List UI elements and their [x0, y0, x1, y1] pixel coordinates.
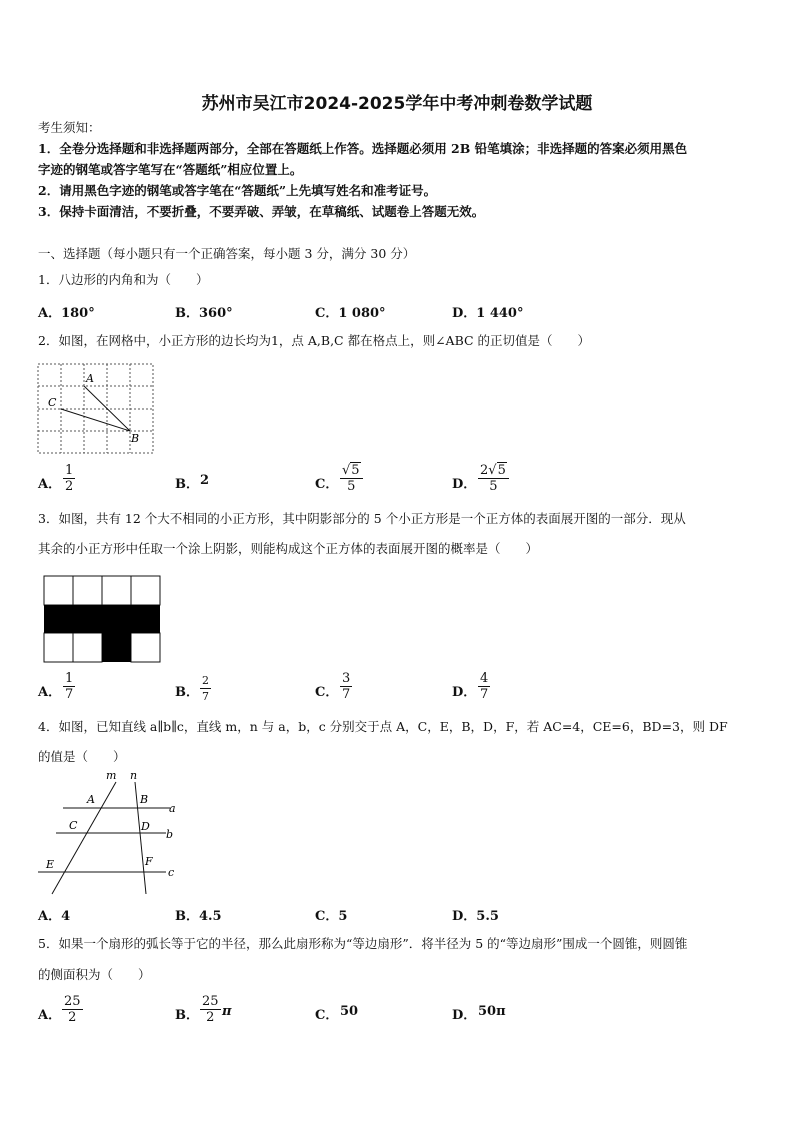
- q3-square: [44, 633, 73, 662]
- label-B: B: [140, 793, 149, 806]
- q5-a-numerator: 25: [64, 994, 81, 1009]
- q2-option-d-letter[interactable]: D．: [452, 477, 477, 492]
- q3-option-d-letter[interactable]: D．: [452, 685, 477, 700]
- q3-squares-figure: [43, 575, 161, 663]
- label-b: b: [166, 828, 174, 841]
- q1-option-a[interactable]: A．180°: [38, 306, 95, 321]
- label-c: c: [168, 866, 175, 879]
- q5-b-denominator: 2: [206, 1010, 215, 1025]
- q3-square: [131, 633, 160, 662]
- q5-option-c-letter[interactable]: C．: [315, 1008, 339, 1023]
- question-4-stem-line-1: 4．如图，已知直线 a∥b∥c，直线 m，n 与 a，b，c 分别交于点 A，C，E，B，D，F，若 AC=4，CE=6，BD=3，则 DF: [38, 719, 728, 734]
- label-D: D: [141, 820, 150, 833]
- q5-option-a-letter[interactable]: A．: [38, 1008, 62, 1023]
- q2-option-b-letter[interactable]: B．: [175, 477, 199, 492]
- q4-option-a[interactable]: A．4: [38, 909, 71, 924]
- q5-option-d-value[interactable]: 50π: [478, 1004, 506, 1019]
- q3-c-denominator: 7: [342, 687, 351, 702]
- q3-c-numerator: 3: [342, 671, 351, 686]
- q2-label-c: C: [48, 396, 57, 409]
- q2-option-d-fraction[interactable]: [478, 463, 509, 494]
- notice-line-1: 1．全卷分选择题和非选择题两部分，全部在答题纸上作答。选择题必须用 2B 铅笔填涂；非选择题的答案必须用黑色: [38, 141, 688, 156]
- q1-option-d[interactable]: D．1 440°: [452, 306, 524, 321]
- notice-line-4: 3．保持卡面清洁，不要折叠，不要弄破、弄皱，在草稿纸、试题卷上答题无效。: [38, 204, 485, 219]
- line-m: [52, 782, 116, 894]
- q3-option-c-fraction[interactable]: [340, 671, 352, 702]
- label-A: A: [87, 793, 95, 806]
- q3-a-numerator: 1: [65, 671, 74, 686]
- q2-option-c-fraction[interactable]: [340, 463, 363, 494]
- question-1-stem: 1．八边形的内角和为（ ）: [38, 272, 209, 287]
- q3-b-numerator: 2: [202, 674, 209, 687]
- notice-line-2: 字迹的钢笔或答字笔写在“答题纸”相应位置上。: [38, 162, 303, 177]
- q3-d-denominator: 7: [480, 687, 489, 702]
- label-C: C: [69, 819, 78, 832]
- q2-option-c-letter[interactable]: C．: [315, 477, 339, 492]
- q3-option-b-letter[interactable]: B．: [175, 685, 199, 700]
- label-m: m: [106, 769, 117, 782]
- q2-a-denominator: 2: [65, 479, 74, 494]
- q2-a-numerator: 1: [65, 463, 74, 478]
- q5-a-denominator: 2: [68, 1010, 77, 1025]
- q5-option-b-letter[interactable]: B．: [175, 1008, 199, 1023]
- sqrt-sign: √5: [342, 463, 360, 478]
- q3-option-c-letter[interactable]: C．: [315, 685, 339, 700]
- question-4-stem-line-2: 的值是（ ）: [38, 749, 126, 764]
- q3-shaded-row: [44, 605, 160, 633]
- page-title: 苏州市吴江市2024-2025学年中考冲刺卷数学试题: [201, 94, 593, 114]
- q3-b-denominator: 7: [202, 690, 209, 703]
- q5-option-b-fraction[interactable]: [200, 994, 221, 1025]
- q2-label-a: A: [86, 372, 94, 385]
- q1-option-b[interactable]: B．360°: [175, 306, 233, 321]
- q2-d-numerator: 2√5: [480, 463, 506, 478]
- question-5-stem-line-1: 5．如果一个扇形的弧长等于它的半径，那么此扇形称为“等边扇形”．将半径为 5 的“等边扇形”围成一个圆锥，则圆锥: [38, 936, 688, 951]
- q3-square: [73, 576, 102, 605]
- label-a: a: [169, 802, 176, 815]
- label-n: n: [130, 769, 138, 782]
- label-E: E: [46, 858, 55, 871]
- q2-option-b-value[interactable]: 2: [200, 473, 210, 488]
- q2-option-a-fraction[interactable]: [63, 463, 75, 494]
- q3-option-d-fraction[interactable]: [478, 671, 490, 702]
- q4-parallel-lines-figure: [36, 768, 186, 898]
- q2-c-denominator: 5: [347, 479, 356, 494]
- q2-d-denominator: 5: [489, 479, 498, 494]
- q3-square: [44, 576, 73, 605]
- q2-grid-figure: [36, 362, 156, 456]
- q3-option-a-fraction[interactable]: [63, 671, 75, 702]
- notice-line-3: 2．请用黑色字迹的钢笔或答字笔在“答题纸”上先填写姓名和准考证号。: [38, 183, 437, 198]
- q4-option-d[interactable]: D．5.5: [452, 909, 499, 924]
- q3-square: [73, 633, 102, 662]
- q5-option-a-fraction[interactable]: [62, 994, 83, 1025]
- q3-square: [102, 576, 131, 605]
- q3-d-numerator: 4: [480, 671, 489, 686]
- label-F: F: [145, 855, 153, 868]
- q5-option-d-letter[interactable]: D．: [452, 1008, 477, 1023]
- q5-b-numerator: 25: [202, 994, 219, 1009]
- q4-option-c[interactable]: C．5: [315, 909, 348, 924]
- q5-option-b-pi: π: [222, 1004, 232, 1019]
- q2-option-a-letter[interactable]: A．: [38, 477, 62, 492]
- q4-option-b[interactable]: B．4.5: [175, 909, 222, 924]
- question-5-stem-line-2: 的侧面积为（ ）: [38, 967, 151, 982]
- section-heading: 一、选择题（每小题只有一个正确答案，每小题 3 分，满分 30 分）: [38, 246, 416, 261]
- sqrt-sign: √5: [488, 463, 506, 478]
- q3-square: [131, 576, 160, 605]
- question-2-stem: 2．如图，在网格中，小正方形的边长均为1，点 A,B,C 都在格点上，则∠ABC 的正切值是（ ）: [38, 333, 591, 348]
- q2-c-numerator: [340, 463, 363, 478]
- notice-heading: 考生须知：: [38, 120, 101, 135]
- q3-shaded-square: [102, 633, 131, 662]
- q2-label-b: B: [131, 432, 140, 445]
- q3-option-a-letter[interactable]: A．: [38, 685, 62, 700]
- q1-option-c[interactable]: C．1 080°: [315, 306, 386, 321]
- question-3-stem-line-1: 3．如图，共有 12 个大不相同的小正方形，其中阴影部分的 5 个小正方形是一个正方体的表面展开图的一部分．现从: [38, 511, 686, 526]
- question-3-stem-line-2: 其余的小正方形中任取一个涂上阴影，则能构成这个正方体的表面展开图的概率是（ ）: [38, 541, 539, 556]
- q5-option-c-value[interactable]: 50: [340, 1004, 359, 1019]
- q3-a-denominator: 7: [65, 687, 74, 702]
- q3-option-b-fraction[interactable]: [200, 673, 211, 704]
